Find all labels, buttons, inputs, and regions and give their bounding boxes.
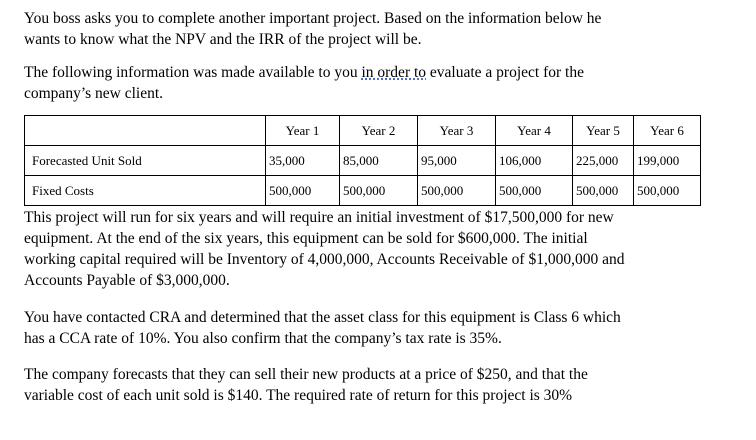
header-cell-year-3: Year 3 xyxy=(418,116,496,146)
header-cell-year-4: Year 4 xyxy=(496,116,573,146)
table-cell: 95,000 xyxy=(418,146,496,176)
table-cell: 500,000 xyxy=(340,176,418,206)
cra-paragraph xyxy=(24,307,724,349)
table-cell: 500,000 xyxy=(266,176,340,206)
table-row-units xyxy=(25,146,701,176)
table-cell: 35,000 xyxy=(266,146,340,176)
info-paragraph xyxy=(24,62,724,104)
info-line-2: company’s new client. xyxy=(24,85,164,102)
info-text-1: The following information was made available to you xyxy=(24,64,362,81)
row-label: Forecasted Unit Sold xyxy=(25,146,266,176)
header-cell-blank xyxy=(25,116,266,146)
table-row-fixed-costs xyxy=(25,176,701,206)
header-cell-year-2: Year 2 xyxy=(340,116,418,146)
pricing-paragraph xyxy=(24,364,724,406)
project-line-2: equipment. At the end of the six years, this equipment can be sold for $600,000. The initial xyxy=(24,230,588,247)
row-label: Fixed Costs xyxy=(25,176,266,206)
pricing-line-1: The company forecasts that they can sell their new products at a price of $250, and that the xyxy=(24,366,588,383)
header-cell-year-5: Year 5 xyxy=(573,116,634,146)
table-cell: 225,000 xyxy=(573,146,634,176)
cra-line-1: You have contacted CRA and determined that the asset class for this equipment is Class 6 which xyxy=(24,309,621,326)
table-cell: 85,000 xyxy=(340,146,418,176)
project-line-4: Accounts Payable of $3,000,000. xyxy=(24,272,230,289)
table-cell: 500,000 xyxy=(634,176,701,206)
table-cell: 500,000 xyxy=(573,176,634,206)
table-cell: 500,000 xyxy=(496,176,573,206)
forecast-table xyxy=(24,115,701,206)
table-header-row xyxy=(25,116,701,146)
project-line-3: working capital required will be Inventory of 4,000,000, Accounts Receivable of $1,000,000 and xyxy=(24,251,625,268)
intro-line-2: wants to know what the NPV and the IRR of the project will be. xyxy=(24,31,422,48)
intro-paragraph xyxy=(24,8,724,50)
table-cell: 199,000 xyxy=(634,146,701,176)
header-cell-year-1: Year 1 xyxy=(266,116,340,146)
info-text-2: evaluate a project for the xyxy=(426,64,584,81)
cra-line-2: has a CCA rate of 10%. You also confirm that the company’s tax rate is 35%. xyxy=(24,330,502,347)
intro-line-1: You boss asks you to complete another important project. Based on the information below he xyxy=(24,10,602,27)
header-cell-year-6: Year 6 xyxy=(634,116,701,146)
project-line-1: This project will run for six years and will require an initial investment of $17,500,000 for new xyxy=(24,209,614,226)
underlined-phrase: in order to xyxy=(361,64,427,81)
project-paragraph xyxy=(24,207,724,291)
table-cell: 500,000 xyxy=(418,176,496,206)
pricing-line-2: variable cost of each unit sold is $140. The required rate of return for this project is 30% xyxy=(24,387,573,404)
table-cell: 106,000 xyxy=(496,146,573,176)
